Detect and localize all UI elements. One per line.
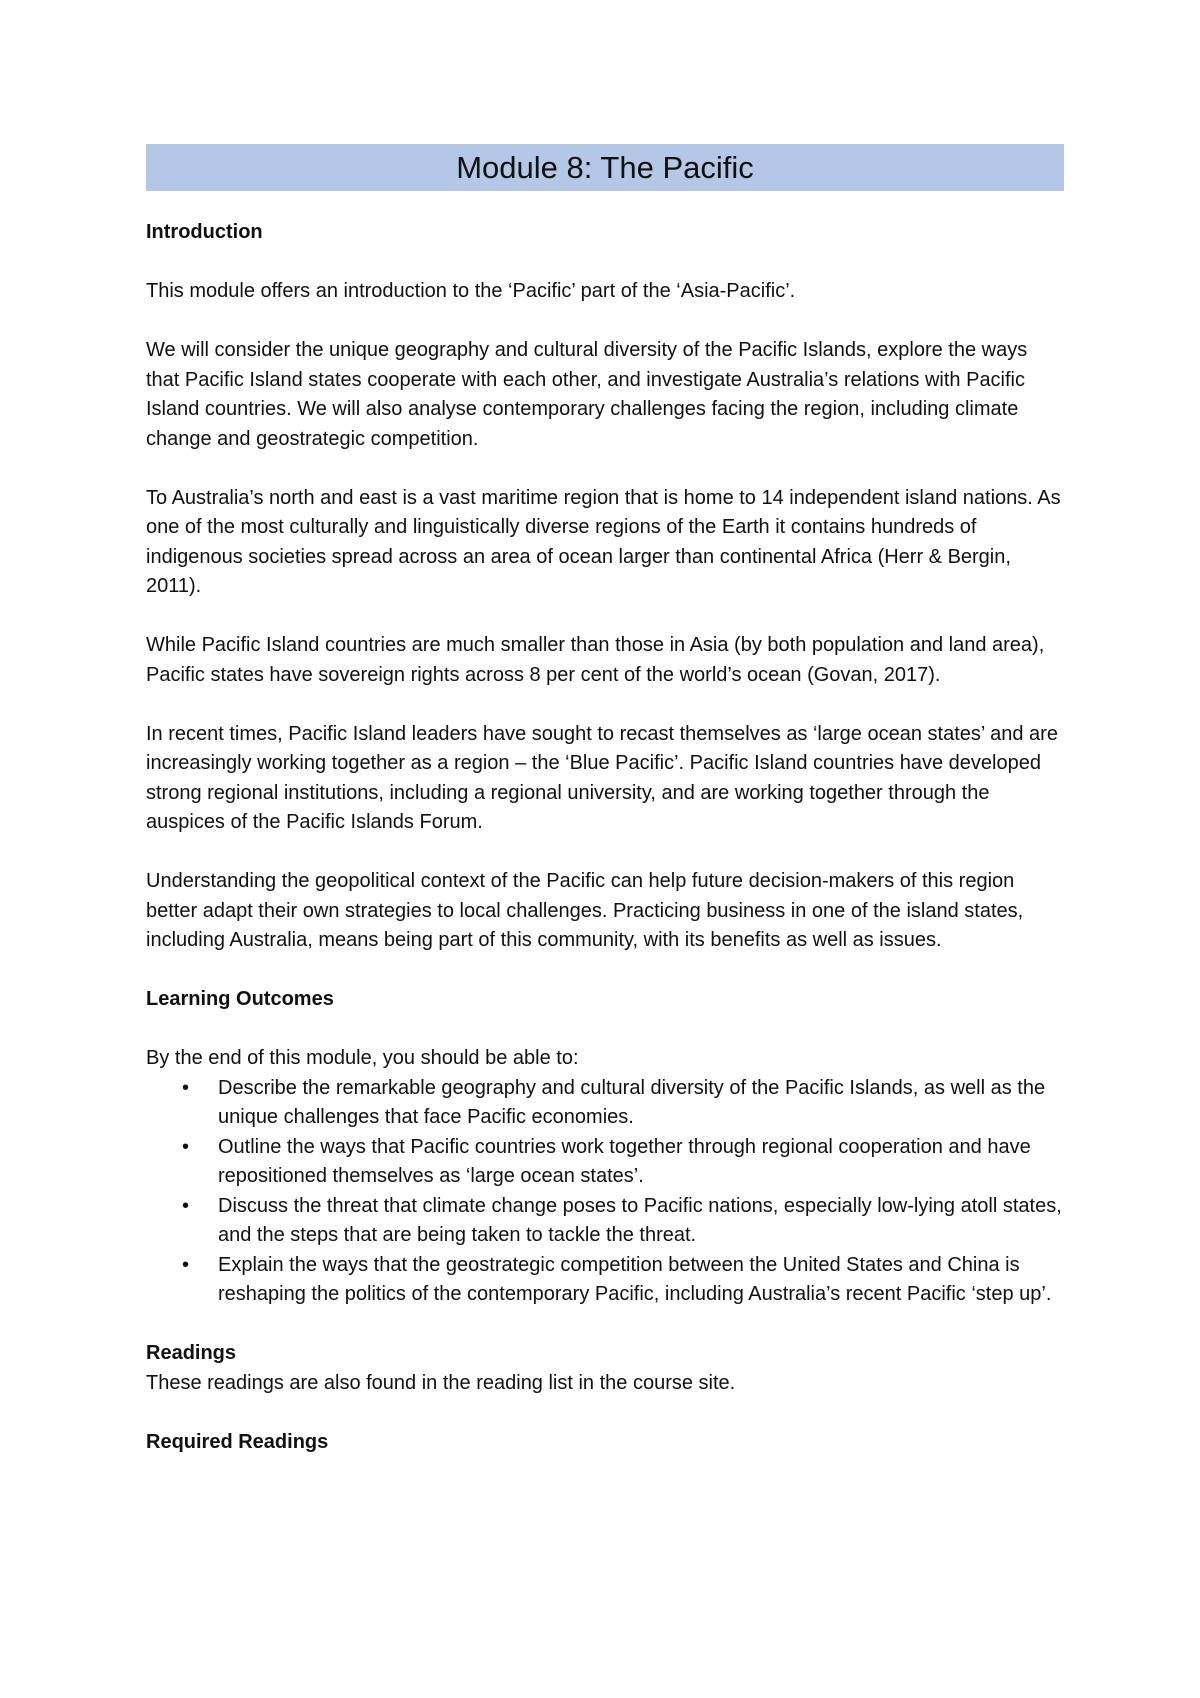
module-title: Module 8: The Pacific — [456, 149, 754, 185]
bullet-icon: • — [182, 1135, 190, 1158]
bullet-icon: • — [182, 1253, 190, 1276]
introduction-heading: Introduction — [146, 221, 263, 243]
module-title-bar — [146, 144, 1064, 191]
readings-text: These readings are also found in the reading list in the course site. — [146, 1371, 736, 1394]
intro-paragraph-6: Understanding the geopolitical context of the Pacific can help future decision-makers of this region better adapt their own strategies to local challenges. Practicing business in one of the island states, including Australia, means being part of this community, with its benefits as well as issues. — [146, 870, 1024, 951]
intro-paragraph-5: In recent times, Pacific Island leaders have sought to recast themselves as ‘large ocean states’ and are increasingly working together as a region – the ‘Blue Pacific’. Pacific Island countries have developed strong regional institutions, including a regional university, and are working together through the auspices of the Pacific Islands Forum. — [146, 722, 1058, 833]
list-item — [146, 1133, 1064, 1192]
intro-paragraph-2: We will consider the unique geography and cultural diversity of the Pacific Islands, explore the ways that Pacific Island states cooperate with each other, and investigate Australia’s relations with Pacific Island countries. We will also analyse contemporary challenges facing the region, including climate change and geostrategic competition. — [146, 339, 1028, 450]
learning-outcomes-intro: By the end of this module, you should be able to: — [146, 1047, 579, 1069]
list-item — [146, 1251, 1064, 1310]
outcome-text: Explain the ways that the geostrategic competition between the United States and China is reshaping the politics of the contemporary Pacific, including Australia’s recent Pacific ‘step up’. — [218, 1253, 1052, 1305]
intro-paragraph-1: This module offers an introduction to the ‘Pacific’ part of the ‘Asia-Pacific’. — [146, 280, 796, 302]
intro-paragraph-3: To Australia’s north and east is a vast maritime region that is home to 14 independent island nations. As one of the most culturally and linguistically diverse regions of the Earth it contains hundreds of indigenous societies spread across an area of ocean larger than continental Africa (Herr & Bergin, 2011). — [146, 486, 1061, 597]
outcome-text: Describe the remarkable geography and cultural diversity of the Pacific Islands, as well as the unique challenges that face Pacific economies. — [218, 1076, 1046, 1128]
list-item — [146, 1074, 1064, 1133]
list-item — [146, 1192, 1064, 1251]
readings-heading: Readings — [146, 1342, 237, 1364]
bullet-icon: • — [182, 1076, 190, 1099]
required-readings-heading: Required Readings — [146, 1430, 329, 1453]
learning-outcomes-heading: Learning Outcomes — [146, 988, 334, 1010]
bullet-icon: • — [182, 1194, 190, 1217]
learning-outcomes-list — [146, 1074, 1064, 1310]
outcome-text: Discuss the threat that climate change poses to Pacific nations, especially low-lying atoll states, and the steps that are being taken to tackle the threat. — [218, 1194, 1062, 1246]
intro-paragraph-4: While Pacific Island countries are much smaller than those in Asia (by both population and land area), Pacific states have sovereign rights across 8 per cent of the world’s ocean (Govan, 2017). — [146, 634, 1045, 686]
outcome-text: Outline the ways that Pacific countries work together through regional cooperation and have repositioned themselves as ‘large ocean states’. — [218, 1135, 1031, 1187]
document-page — [146, 144, 1064, 1457]
